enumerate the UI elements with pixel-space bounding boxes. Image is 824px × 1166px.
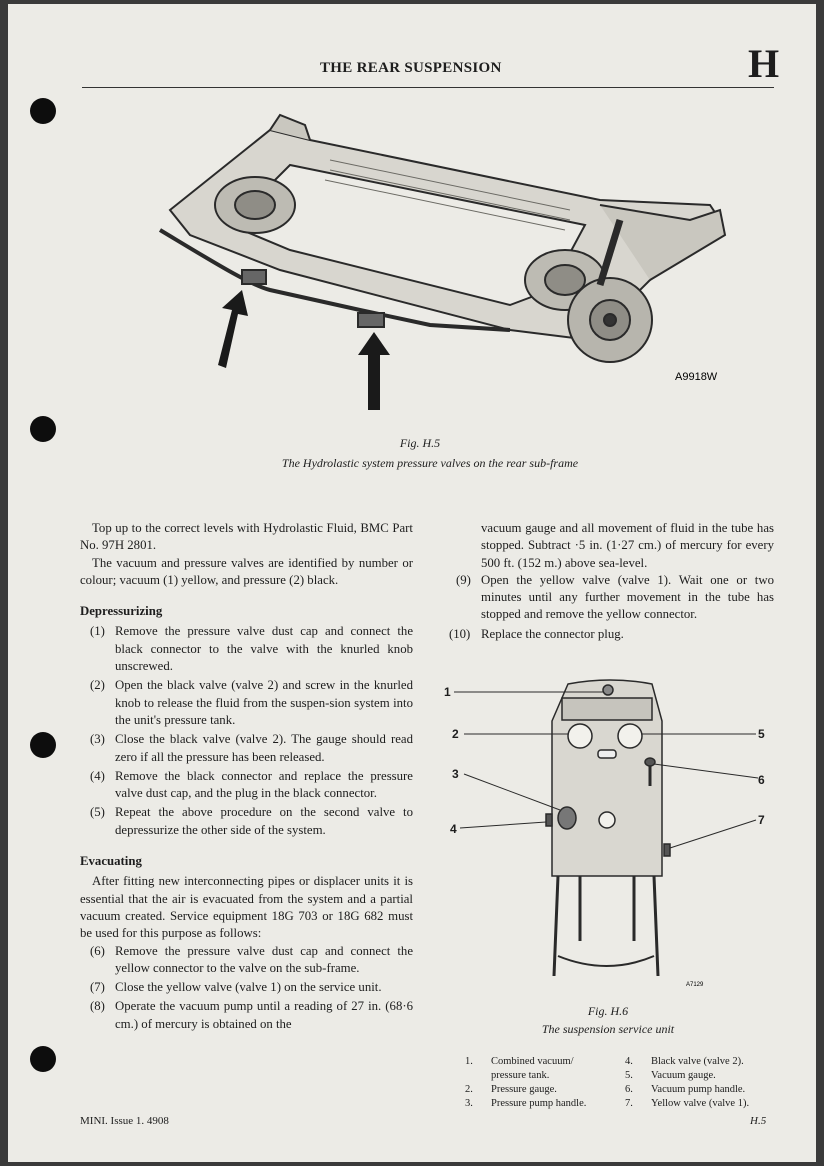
legend-item: 3. Pressure pump handle. [465, 1098, 587, 1109]
fig6-caption: The suspension service unit [541, 1022, 675, 1036]
callout-4: 4 [450, 822, 457, 836]
page-title: THE REAR SUSPENSION [320, 60, 502, 76]
paragraph: Top up to the correct levels with Hydrolastic Fluid, BMC Part No. 97H 2801. [80, 521, 413, 553]
step: (9) Open the yellow valve (valve 1). Wait one or two minutes until any further movement in the tube has stopped and remove the yellow connector. [456, 572, 774, 622]
service-unit-illustration [440, 676, 770, 986]
legend-item: 1. Combined vacuum/ pressure tank. [465, 1056, 574, 1081]
footer-issue: MINI. Issue 1. 4908 [80, 1115, 169, 1127]
step: (8) Operate the vacuum pump until a reading of 27 in. (68·6 cm.) of mercury is obtained on the [90, 999, 413, 1031]
step: (2) Open the black valve (valve 2) and screw in the knurled knob to release the fluid from the suspen-sion system into the unit's pressure tank. [90, 678, 413, 727]
section-letter: H [748, 41, 780, 86]
step: (10) Replace the connector plug. [449, 626, 624, 641]
step: (3) Close the black valve (valve 2). The gauge should read zero if all the pressure has been released. [90, 732, 413, 764]
step: (1) Remove the pressure valve dust cap and connect the black connector to the valve with the knurled knob unscrewed. [90, 624, 413, 674]
fig5-ref: A9918W [675, 371, 718, 383]
legend-item: 2. Pressure gauge. [465, 1084, 557, 1095]
step: (7) Close the yellow valve (valve 1) on the service unit. [90, 980, 382, 995]
rear-subframe-illustration [130, 110, 740, 410]
paragraph: vacuum gauge and all movement of fluid in the tube has stopped. Subtract ·5 in. (1·27 cm.) of mercury for every 500 ft. (152 m.) above sea-level. [481, 521, 774, 570]
paragraph: After fitting new interconnecting pipes or displacer units it is essential that the air is evacuated from the system and a partial vacuum created. Service equipment 18G 703 or 18G 682 must be used for this purpose as follows: [80, 874, 413, 941]
legend-item: 7. Yellow valve (valve 1). [625, 1098, 750, 1109]
section-heading-evacuating: Evacuating [80, 854, 142, 869]
callout-1: 1 [444, 685, 451, 699]
binder-hole [30, 1046, 56, 1072]
fig6-label: Fig. H.6 [587, 1004, 629, 1018]
paragraph: The vacuum and pressure valves are identified by number or colour; vacuum (1) yellow, and pressure (2) black. [80, 555, 413, 587]
binder-hole [30, 416, 56, 442]
fig5-label: Fig. H.5 [399, 436, 441, 450]
header-rule [82, 87, 774, 88]
fig5-caption: The Hydrolastic system pressure valves on the rear sub-frame [281, 456, 579, 470]
page-number: H.5 [750, 1115, 767, 1127]
step: (5) Repeat the above procedure on the second valve to depressurize the other side of the system. [90, 805, 413, 837]
legend-item: 6. Vacuum pump handle. [625, 1084, 746, 1095]
legend-item: 5. Vacuum gauge. [625, 1070, 716, 1081]
callout-5: 5 [758, 727, 765, 741]
left-column [80, 520, 413, 1035]
right-column [446, 520, 774, 645]
callout-3: 3 [452, 767, 459, 781]
step: (6) Remove the pressure valve dust cap and connect the yellow connector to the valve on the sub-frame. [90, 943, 413, 975]
section-heading-depressurizing: Depressurizing [80, 604, 163, 619]
callout-2: 2 [452, 727, 459, 741]
legend-item: 4. Black valve (valve 2). [625, 1056, 744, 1067]
step: (4) Remove the black connector and replace the pressure valve dust cap, and the plug in the black connector. [90, 768, 413, 801]
fig6-ref: A7129 [686, 982, 704, 986]
callout-6: 6 [758, 773, 765, 787]
binder-hole [30, 98, 56, 124]
fig6-legend-left [465, 1055, 605, 1111]
binder-hole [30, 732, 56, 758]
fig6-legend-right [625, 1055, 785, 1111]
callout-7: 7 [758, 813, 765, 827]
